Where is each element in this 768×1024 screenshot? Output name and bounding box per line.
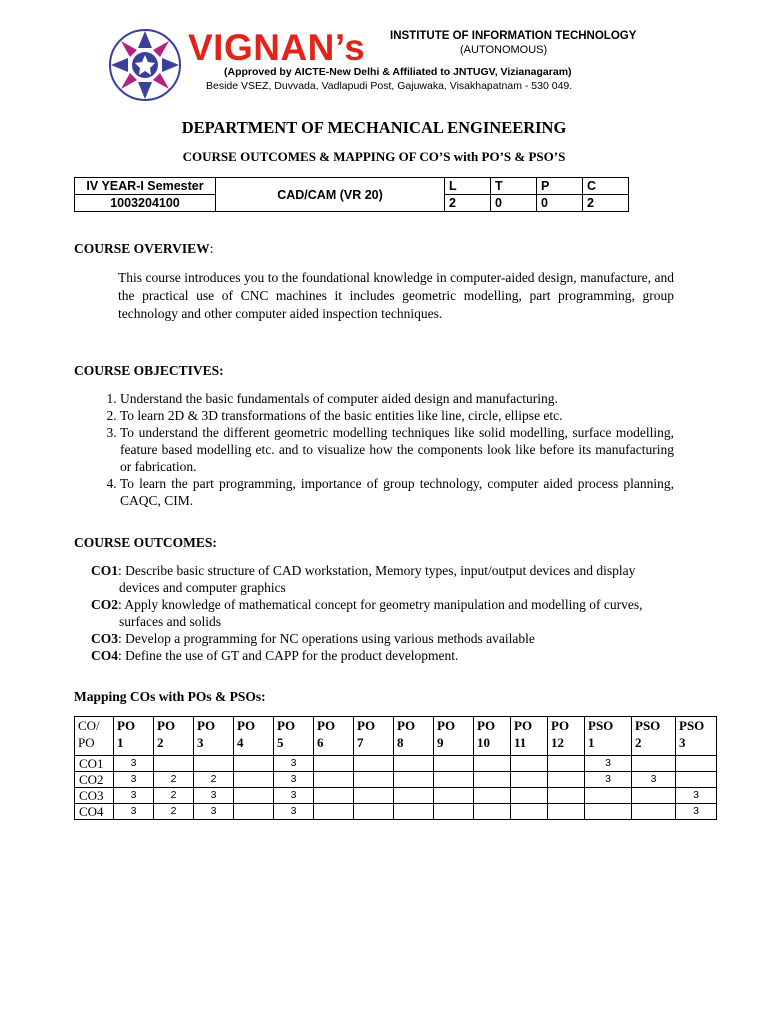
column-header: PO 10 — [474, 717, 511, 756]
mapping-cell — [354, 756, 394, 772]
ltpc-header-c: C — [583, 178, 629, 195]
ltpc-header-l: L — [445, 178, 491, 195]
mapping-cell — [234, 756, 274, 772]
table-row — [75, 788, 717, 804]
ltpc-value-l: 2 — [445, 195, 491, 212]
mapping-cell — [548, 788, 585, 804]
department-title: DEPARTMENT OF MECHANICAL ENGINEERING — [181, 118, 567, 137]
column-header: PO 1 — [114, 717, 154, 756]
mapping-cell — [474, 804, 511, 820]
autonomous-label: (AUTONOMOUS) — [460, 44, 548, 56]
mapping-cell — [314, 756, 354, 772]
objectives-list — [74, 390, 674, 509]
list-item: 2. To learn 2D & 3D transformations of the basic entities like line, circle, ellipse etc. — [120, 407, 674, 424]
address-line: Beside VSEZ, Duvvada, Vadlapudi Post, Gajuwaka, Visakhapatnam - 530 049. — [206, 80, 573, 92]
column-header: PSO 1 — [585, 717, 632, 756]
outcome-text: : Describe basic structure of CAD workstation, Memory types, input/output devices and display devices and computer graphics — [118, 563, 636, 595]
column-header: PO 7 — [354, 717, 394, 756]
mapping-cell — [676, 772, 717, 788]
column-header: PO 6 — [314, 717, 354, 756]
mapping-cell — [474, 772, 511, 788]
mapping-cell — [632, 804, 676, 820]
outcome-text: : Define the use of GT and CAPP for the product development. — [118, 648, 459, 663]
row-label: CO3 — [75, 788, 114, 804]
mapping-cell: 3 — [585, 772, 632, 788]
mapping-cell — [354, 804, 394, 820]
mapping-cell: 3 — [114, 788, 154, 804]
column-header: PO 4 — [234, 717, 274, 756]
outcome-code: CO4 — [91, 648, 118, 663]
column-header: PSO 3 — [676, 717, 717, 756]
mapping-cell — [474, 788, 511, 804]
list-item — [91, 562, 675, 596]
column-header: PO 5 — [274, 717, 314, 756]
mapping-cell: 2 — [154, 804, 194, 820]
mapping-cell — [394, 772, 434, 788]
row-label: CO4 — [75, 804, 114, 820]
mapping-cell: 3 — [194, 788, 234, 804]
table-row — [75, 756, 717, 772]
mapping-cell — [511, 756, 548, 772]
row-label: CO2 — [75, 772, 114, 788]
mapping-cell: 3 — [585, 756, 632, 772]
column-header: PO 9 — [434, 717, 474, 756]
ltpc-header-p: P — [537, 178, 583, 195]
column-header: PO 8 — [394, 717, 434, 756]
approval-line: (Approved by AICTE-New Delhi & Affiliated to JNTUGV, Vizianagaram) — [224, 66, 572, 78]
ltpc-value-p: 0 — [537, 195, 583, 212]
mapping-cell: 3 — [114, 756, 154, 772]
co-po-mapping-table — [74, 716, 717, 820]
mapping-cell — [511, 804, 548, 820]
overview-heading-colon: : — [209, 241, 214, 256]
list-item: 4. To learn the part programming, importance of group technology, computer aided process planning, CAQC, CIM. — [120, 475, 674, 509]
mapping-header-row — [75, 717, 717, 756]
mapping-cell — [548, 772, 585, 788]
course-code-cell: 1003204100 — [75, 195, 216, 212]
mapping-cell — [314, 772, 354, 788]
list-item — [91, 647, 675, 664]
mapping-heading: Mapping COs with POs & PSOs: — [74, 689, 266, 704]
objectives-heading: COURSE OBJECTIVES: — [74, 363, 224, 378]
outcomes-list — [91, 562, 675, 664]
overview-heading-text: COURSE OVERVIEW — [74, 241, 210, 256]
mapping-cell — [548, 756, 585, 772]
brand-name: VIGNAN’s — [188, 27, 366, 68]
mapping-cell — [585, 788, 632, 804]
mapping-cell: 3 — [114, 772, 154, 788]
mapping-cell — [354, 772, 394, 788]
mapping-cell: 3 — [274, 772, 314, 788]
mapping-cell: 3 — [274, 804, 314, 820]
column-header: PSO 2 — [632, 717, 676, 756]
list-item — [91, 596, 675, 630]
mapping-cell — [632, 756, 676, 772]
list-item — [91, 630, 675, 647]
ltpc-value-t: 0 — [491, 195, 537, 212]
mapping-cell — [434, 804, 474, 820]
mapping-cell — [394, 804, 434, 820]
mapping-cell: 3 — [632, 772, 676, 788]
mapping-cell — [394, 756, 434, 772]
course-title-cell: CAD/CAM (VR 20) — [216, 178, 445, 212]
mapping-cell — [314, 788, 354, 804]
mapping-cell — [154, 756, 194, 772]
mapping-cell — [234, 804, 274, 820]
outcomes-heading: COURSE OUTCOMES: — [74, 535, 217, 550]
institute-name: INSTITUTE OF INFORMATION TECHNOLOGY — [390, 30, 637, 42]
mapping-cell — [394, 788, 434, 804]
list-item: 1. Understand the basic fundamentals of computer aided design and manufacturing. — [120, 390, 674, 407]
mapping-cell — [511, 772, 548, 788]
column-header: PO 11 — [511, 717, 548, 756]
corner-header: CO/ PO — [75, 717, 114, 756]
outcome-text: : Apply knowledge of mathematical concept for geometry manipulation and modelling of curves, surfaces and solids — [118, 597, 643, 629]
overview-paragraph: This course introduces you to the foundational knowledge in computer-aided design, manufacture, and the practical use of CNC machines it includes geometric modelling, part programming, group technology and other computer aided inspection techniques. — [118, 270, 674, 321]
mapping-cell: 3 — [194, 804, 234, 820]
table-row — [75, 772, 717, 788]
mapping-cell: 3 — [274, 788, 314, 804]
mapping-cell — [548, 804, 585, 820]
mapping-cell: 2 — [194, 772, 234, 788]
institute-header — [108, 26, 637, 96]
mapping-cell — [632, 788, 676, 804]
mapping-cell — [474, 756, 511, 772]
column-header: PO 3 — [194, 717, 234, 756]
outcome-text: : Develop a programming for NC operations using various methods available — [118, 631, 535, 646]
column-header: PO 2 — [154, 717, 194, 756]
outcome-code: CO1 — [91, 563, 118, 578]
mapping-cell — [434, 756, 474, 772]
mapping-cell — [511, 788, 548, 804]
ltpc-value-c: 2 — [583, 195, 629, 212]
overview-heading — [74, 241, 213, 257]
mapping-cell: 3 — [114, 804, 154, 820]
institute-logo-icon — [108, 28, 182, 102]
mapping-cell — [194, 756, 234, 772]
outcome-code: CO2 — [91, 597, 118, 612]
mapping-cell — [234, 772, 274, 788]
mapping-cell: 3 — [676, 788, 717, 804]
column-header: PO 12 — [548, 717, 585, 756]
mapping-cell — [234, 788, 274, 804]
mapping-cell — [434, 772, 474, 788]
mapping-cell: 3 — [274, 756, 314, 772]
course-info-table — [74, 177, 629, 212]
ltpc-header-t: T — [491, 178, 537, 195]
mapping-cell — [354, 788, 394, 804]
document-subtitle: COURSE OUTCOMES & MAPPING OF CO’S with PO’S & PSO’S — [182, 149, 566, 164]
mapping-cell — [585, 804, 632, 820]
mapping-cell — [434, 788, 474, 804]
mapping-cell — [314, 804, 354, 820]
outcome-code: CO3 — [91, 631, 118, 646]
row-label: CO1 — [75, 756, 114, 772]
semester-cell: IV YEAR-I Semester — [75, 178, 216, 195]
mapping-cell: 3 — [676, 804, 717, 820]
mapping-cell: 2 — [154, 788, 194, 804]
table-row — [75, 804, 717, 820]
mapping-cell: 2 — [154, 772, 194, 788]
mapping-cell — [676, 756, 717, 772]
list-item: 3. To understand the different geometric modelling techniques like solid modelling, surface modelling, feature based modelling etc. and to visualize how the components look like before its manufacturing or fabrication. — [120, 424, 674, 475]
